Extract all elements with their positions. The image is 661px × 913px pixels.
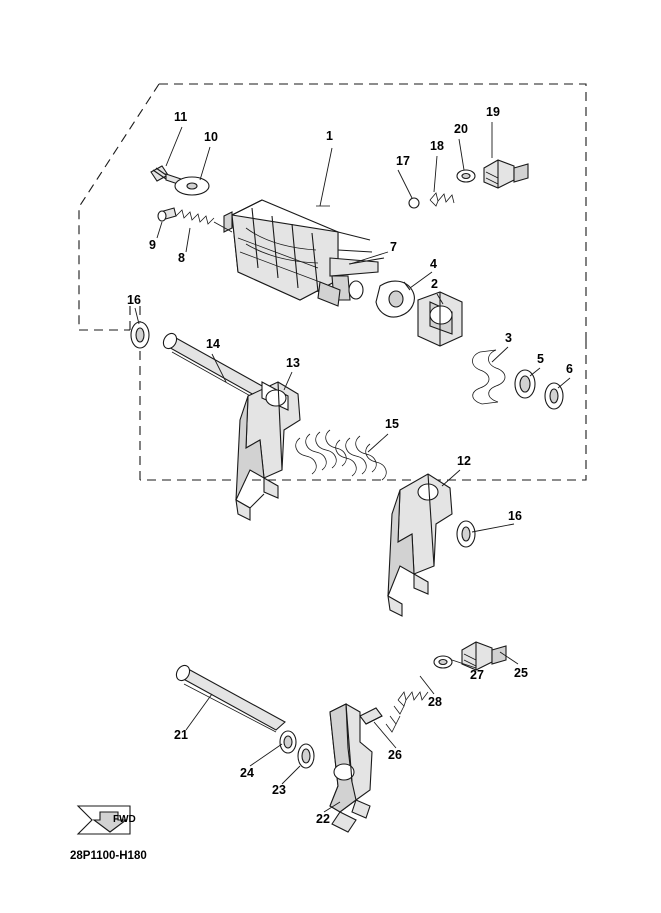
callout-5: 5 bbox=[537, 352, 544, 366]
cam-stopper-and-washers bbox=[376, 281, 563, 409]
callout-14: 14 bbox=[206, 337, 220, 351]
shift-fork-right bbox=[388, 474, 475, 616]
part-code-label: 28P1100-H180 bbox=[70, 850, 147, 862]
callout-22: 22 bbox=[316, 812, 330, 826]
callout-25: 25 bbox=[514, 666, 528, 680]
callout-11: 11 bbox=[174, 110, 188, 124]
callout-13: 13 bbox=[286, 356, 300, 370]
callout-3: 3 bbox=[505, 331, 512, 345]
callout-18: 18 bbox=[430, 139, 444, 153]
callout-27: 27 bbox=[470, 668, 484, 682]
shift-lever bbox=[330, 704, 382, 832]
shift-cam-drum bbox=[224, 200, 384, 306]
shift-shaft-lower bbox=[174, 663, 314, 768]
callout-28: 28 bbox=[428, 695, 442, 709]
small-hardware-right bbox=[409, 160, 528, 208]
small-hardware-left bbox=[151, 166, 232, 232]
callout-24: 24 bbox=[240, 766, 254, 780]
callout-19: 19 bbox=[486, 105, 500, 119]
fwd-label: FWD bbox=[113, 814, 136, 825]
callout-8: 8 bbox=[178, 251, 185, 265]
callout-4: 4 bbox=[430, 257, 437, 271]
callout-16-second: 16 bbox=[508, 509, 522, 523]
shift-fork-left bbox=[236, 382, 300, 520]
callout-17: 17 bbox=[396, 154, 410, 168]
callout-7: 7 bbox=[390, 240, 397, 254]
lower-hardware bbox=[386, 642, 506, 732]
callout-9: 9 bbox=[149, 238, 156, 252]
callout-26: 26 bbox=[388, 748, 402, 762]
callout-1: 1 bbox=[326, 129, 333, 143]
callout-15: 15 bbox=[385, 417, 399, 431]
callout-10: 10 bbox=[204, 130, 218, 144]
callout-12: 12 bbox=[457, 454, 471, 468]
callout-2: 2 bbox=[431, 277, 438, 291]
callout-6: 6 bbox=[566, 362, 573, 376]
callout-23: 23 bbox=[272, 783, 286, 797]
fork-springs bbox=[296, 430, 387, 480]
callout-16: 16 bbox=[127, 293, 141, 307]
callout-21: 21 bbox=[174, 728, 188, 742]
callout-20: 20 bbox=[454, 122, 468, 136]
